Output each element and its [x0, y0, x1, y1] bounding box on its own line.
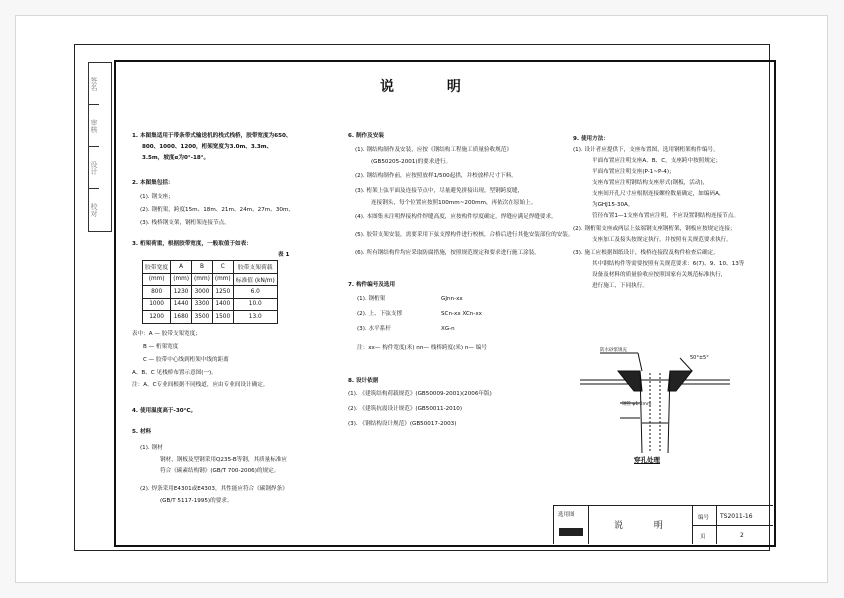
binding-cell: 校对 [90, 202, 98, 217]
section-6-item: (1). 钢结构制作及安装，应按《钢结构工程施工质量验收规范》 [355, 147, 512, 153]
section-5-item: (2). 焊条采用E4301或E4303，其性能应符合《碳钢焊条》 [140, 486, 288, 492]
section-5-heading: 5. 材料 [132, 429, 152, 435]
section-2-heading: 2. 本图集包括： [132, 180, 174, 186]
binding-cell: 审核 [89, 105, 99, 147]
table-note: A、B、C 见栈桥布置示意图(一)。 [132, 370, 217, 376]
section-2-item: (1). 钢支座； [140, 194, 174, 200]
section-7-code: SCn-xx XCn-xx [441, 311, 482, 317]
tb-page: 2 [740, 532, 744, 539]
section-7-note: 注：xx— 构件宽度(米) nn— 栈桥跨度(米) n— 编号 [357, 345, 487, 351]
table-cell: 800 [143, 286, 171, 299]
stamp-block [559, 528, 583, 536]
section-6-item: (2). 钢结构制作前，应按照放样1/500起拱，并校放样尺寸下料。 [355, 173, 517, 179]
table-header-cell: (mm) [171, 273, 192, 286]
section-5-item: (GB/T 5117-1995)的要求。 [160, 498, 233, 504]
table-header-cell: C [212, 261, 233, 274]
table-caption: 表 1 [278, 252, 290, 258]
table-header-row [143, 273, 278, 286]
section-9-item: (3). 施工应根据图纸设计，栈桥连接段及构件检查后确定， [573, 250, 719, 256]
section-6-item: (4). 本图集未注明焊接构件焊缝高度，应按构件厚度确定，焊缝应满足焊缝要求。 [355, 214, 557, 220]
section-7-label: (1). 钢桁架 [357, 296, 386, 302]
spec-table [142, 260, 278, 324]
section-2-item: (3). 栈桥钢支架，钢桁架连接节点。 [140, 220, 230, 226]
section-9-item: 平面布置应注明支座A、B、C，支座跨中按照规定； [592, 158, 722, 164]
section-9-item: (1). 设计者应提供下，支座布置图，选用钢桁架构件编号， [573, 147, 719, 153]
table-cell: 1230 [171, 286, 192, 299]
section-8-item: (1). 《建筑结构荷载规范》(GB50009-2001)(2006年版) [348, 391, 492, 397]
detail-caption: 穿孔处理 [634, 456, 660, 464]
table-note: B — 桁架宽度 [143, 344, 179, 350]
tb-page-label: 页 [700, 534, 706, 540]
tb-code-label: 编号 [698, 515, 710, 521]
table-note: C — 胶带中心线到桁架中线的距离 [143, 357, 229, 363]
section-4-line: 4. 使用温度高于-30°C。 [132, 408, 197, 414]
table-header-cell: 胶带支架荷载 [233, 261, 277, 274]
table-header-cell: A [171, 261, 192, 274]
title-block [553, 505, 773, 544]
section-1-line: 800、1000、1200，桁架宽度为3.0m、3.3m、 [142, 144, 273, 150]
table-cell: 6.0 [233, 286, 277, 299]
table-header-cell: 胶带宽度 [143, 261, 171, 274]
section-6-item: (3). 桁架上弦平面及连接节点中，尽量避免拼接出现，型钢跨度缝， [355, 188, 524, 194]
table-cell: 10.0 [233, 298, 277, 311]
section-7-label: (2). 上、下弦支撑 [357, 311, 403, 317]
section-5-item: 钢材，钢板及型钢采用Q235-B等钢，其质量标准应 [160, 457, 288, 463]
section-1-line: 3.5m，坡度α为0°-18°。 [142, 155, 210, 161]
tb-code: TS2011-16 [720, 513, 753, 520]
table-cell: 3300 [192, 298, 213, 311]
section-6-item: (GB50205-2001)的要求进行。 [371, 159, 452, 165]
table-cell: 13.0 [233, 311, 277, 324]
table-header-cell: (mm) [143, 273, 171, 286]
table-cell: 1680 [171, 311, 192, 324]
page-title: 说 明 [380, 79, 485, 95]
section-9-item: 平面布置应注明支座(P-1~P-4)； [592, 169, 675, 175]
detail-label: 防水砂浆填充 [600, 348, 627, 353]
section-8-item: (3). 《钢结构设计规范》(GB50017-2003) [348, 421, 457, 427]
section-7-code: XG-n [441, 326, 455, 332]
table-cell: 1200 [143, 311, 171, 324]
table-cell: 1440 [171, 298, 192, 311]
section-9-item: 其中钢结构件等需要按照有关规范要求：6(7)、9、10、13等 [592, 261, 745, 267]
section-7-label: (3). 水平系杆 [357, 326, 391, 332]
section-9-item: 支座布置应注明钢结构支座形式(钢板，活动)， [592, 180, 709, 186]
section-9-item: 支座间开孔尺寸应根据连接螺栓数量确定，如编码A， [592, 191, 725, 197]
section-8-item: (2). 《建筑抗震设计规范》(GB50011-2010) [348, 406, 463, 412]
table-header-cell: B [192, 261, 213, 274]
section-2-item: (2). 钢桁架，跨度15m、18m、21m、24m、27m、30m、 [140, 207, 295, 213]
table-cell: 3000 [192, 286, 213, 299]
section-9-item: (2). 钢桁架支座或两层上弦端钢支座钢桁架，钢板应按规定连接； [573, 226, 736, 232]
section-7-code: GJnn-xx [441, 296, 463, 302]
binding-cell: 设计 [89, 147, 99, 189]
section-9-item: 支座加工及接头按规定执行，并按照有关规范要求执行。 [592, 237, 732, 243]
table-cell: 1250 [212, 286, 233, 299]
tb-title: 说 明 [614, 521, 677, 531]
table-cell: 3500 [192, 311, 213, 324]
table-cell: 1000 [143, 298, 171, 311]
table-header-row [143, 261, 278, 274]
section-9-item: 管径布置1—1支座布置应注明，不应设置钢结构连接节点。 [592, 213, 739, 219]
table-cell: 1500 [212, 311, 233, 324]
section-9-item: 为GHJ15-30A。 [592, 202, 634, 208]
section-6-item: 连接钢头，每个位置应按照100mm~200mm，再依次在原始上。 [371, 200, 537, 206]
table-header-cell: (mm) [192, 273, 213, 286]
section-5-item: (1). 钢材 [140, 445, 163, 451]
table-row [143, 298, 278, 311]
section-3-heading: 3. 桁架荷重，根据胶带宽度，一般取值于如表： [132, 241, 252, 247]
binding-strip [88, 62, 112, 232]
section-9-item: 进行施工，下同执行。 [592, 283, 648, 289]
section-5-item: 符合《碳素结构钢》(GB/T 700-2006)的规定。 [160, 468, 280, 474]
section-9-heading: 9. 使用方法： [573, 136, 609, 142]
table-row [143, 286, 278, 299]
section-6-item: (6). 所有钢结构件均应采取防腐措施，按照规范规定和要求进行施工涂装。 [355, 250, 540, 256]
table-header-cell: (mm) [212, 273, 233, 286]
tb-left-label: 选用图 [558, 512, 575, 518]
binding-cell: 签名 [89, 63, 99, 105]
table-header-cell: 标准值 (kN/m) [233, 273, 277, 286]
section-7-heading: 7. 构件编号及选用 [348, 282, 396, 288]
section-1-line: 1. 本图集适用于带条带式输送机的栈式栈桥，胶带宽度为650、 [132, 133, 292, 139]
section-8-heading: 8. 设计依据 [348, 378, 379, 384]
detail-label: 钢管 φ1.2mm [622, 402, 652, 407]
table-note: 表中：A — 胶带支架宽度； [132, 331, 201, 337]
table-note: 注：A、C专业间根据不同栈道，应由专业间设计确定。 [132, 382, 269, 388]
detail-dimension: 50°±5° [690, 355, 709, 361]
section-6-item: (5). 胶带支架安装，需要采用下弦支撑构件进行校核，合格后进行其他安装部位的安装。 [355, 232, 574, 238]
section-9-item: 设备及材料的质量验收应按照国家有关规范标准执行， [592, 272, 727, 278]
table-cell: 1400 [212, 298, 233, 311]
table-row [143, 311, 278, 324]
section-6-heading: 6. 制作及安装 [348, 133, 384, 139]
